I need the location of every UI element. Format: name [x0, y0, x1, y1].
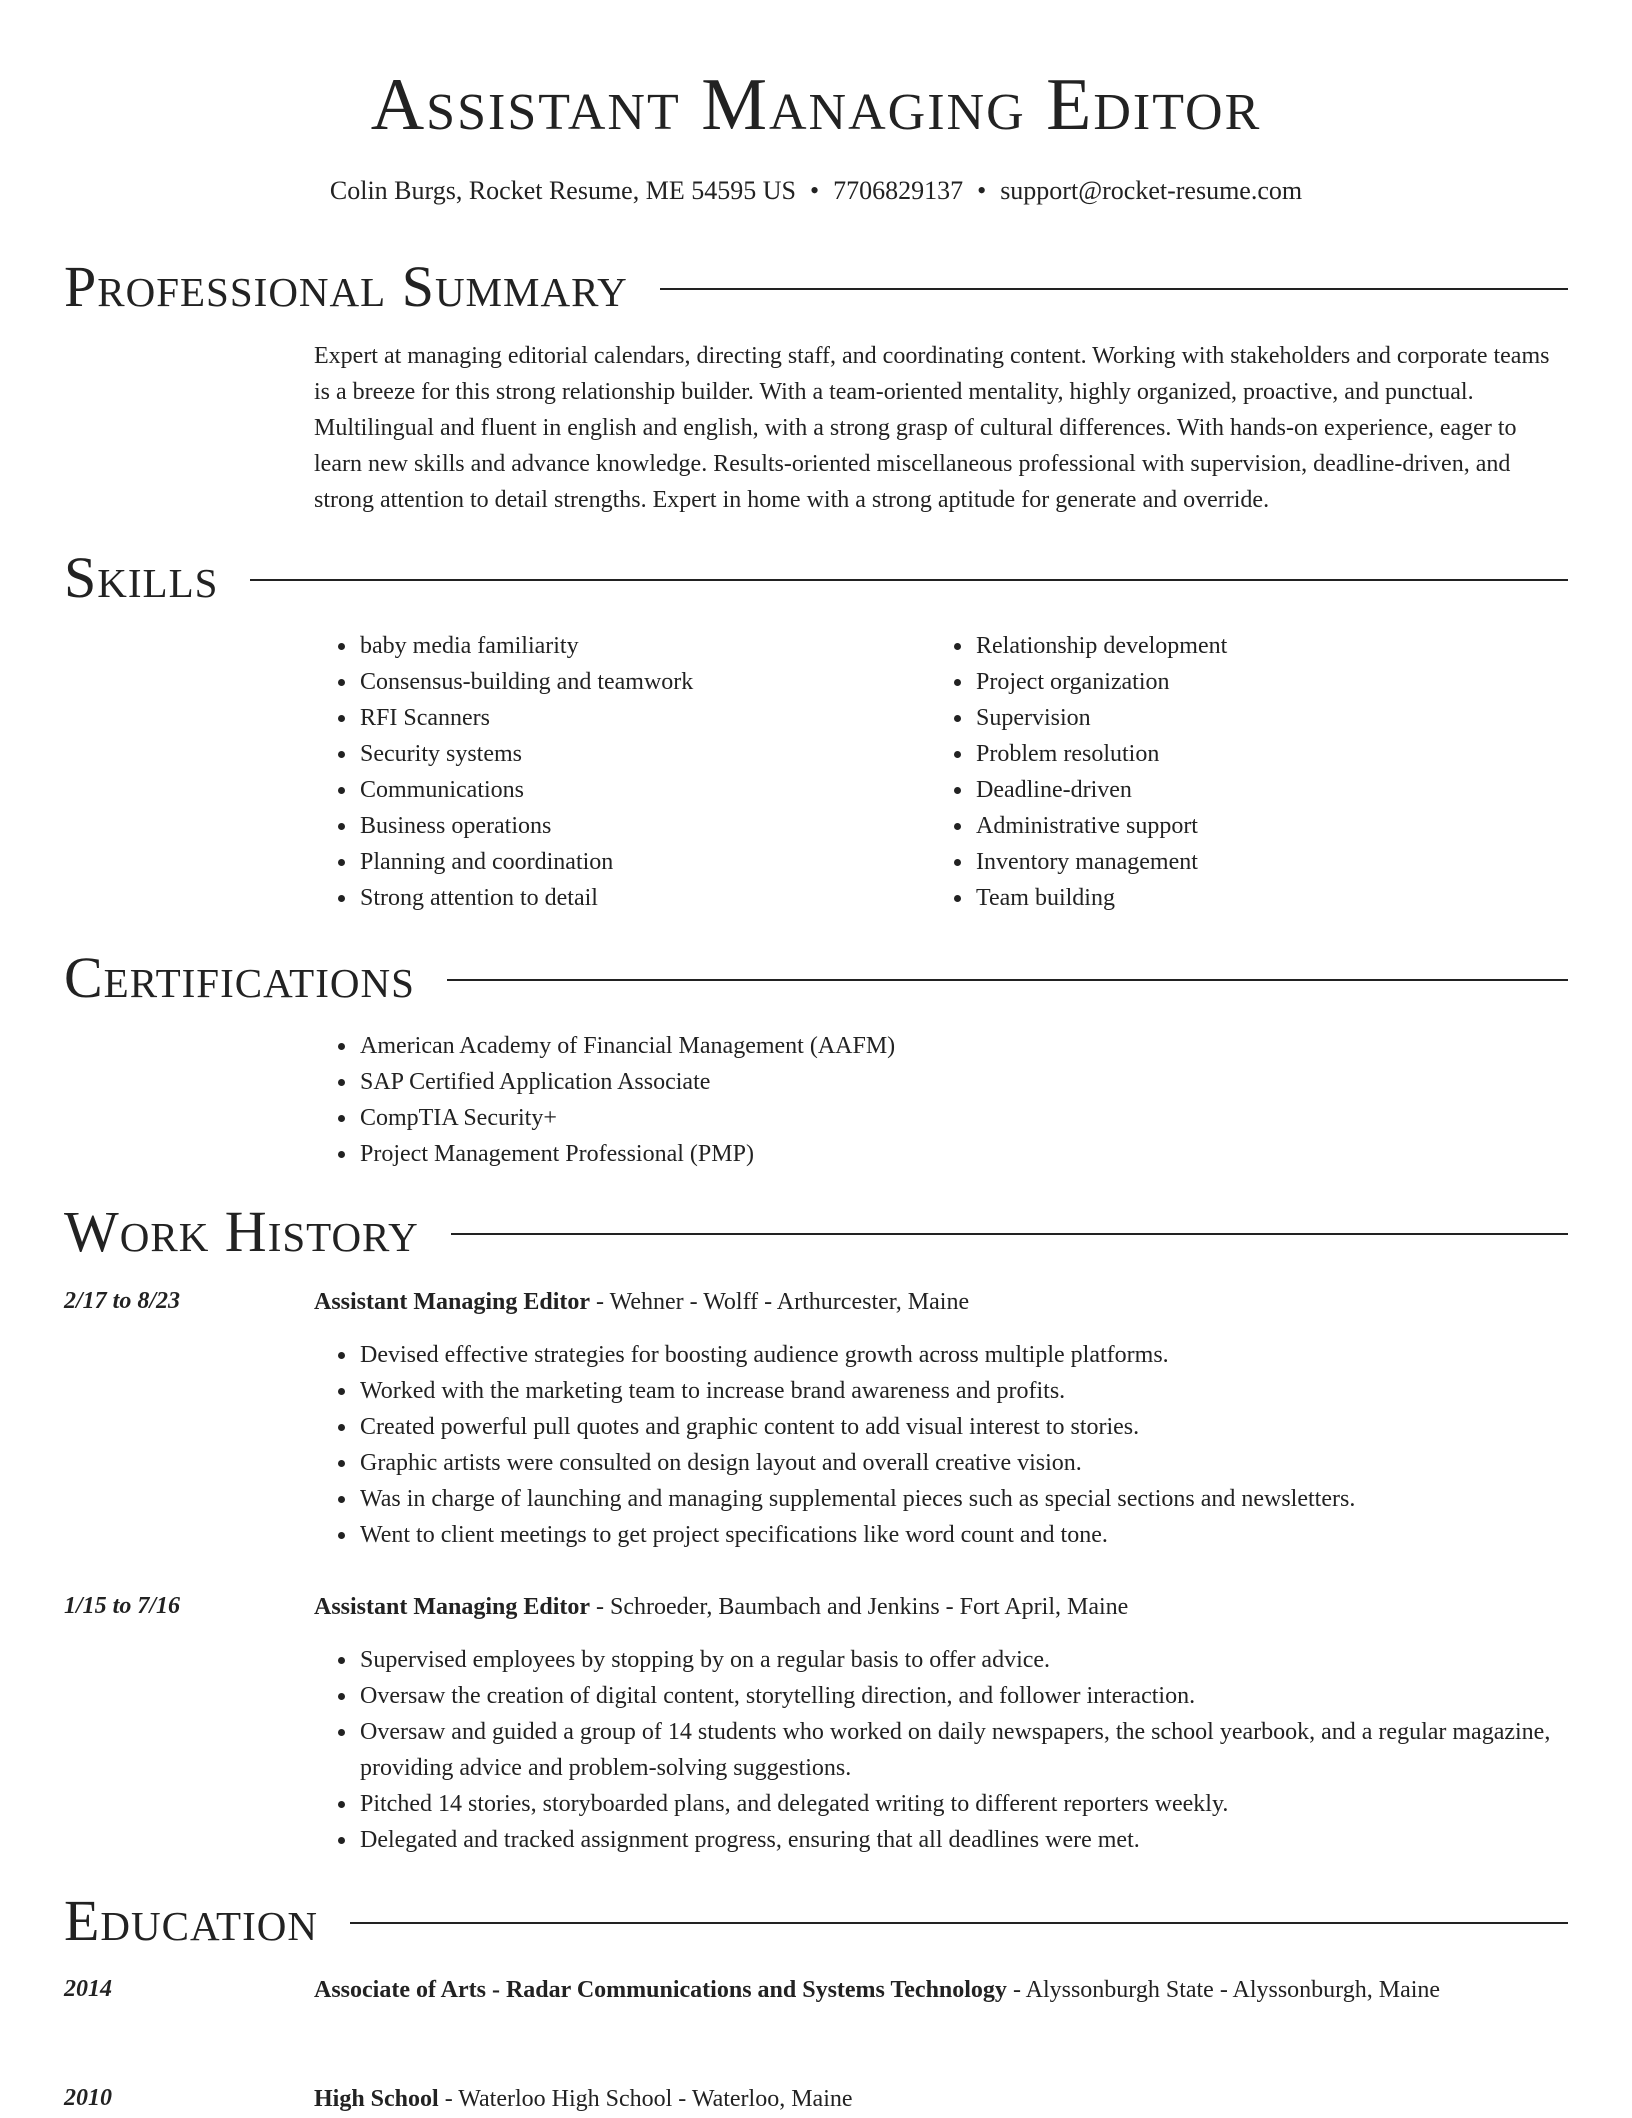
education-year: 2010	[64, 2085, 112, 2111]
list-item: • Oversaw and guided a group of 14 students who worked on daily newspapers, the school yearbook, and a regular magazine, providing advice and problem-solving suggestions.	[358, 1714, 1558, 1786]
resume-title: Assistant Managing Editor	[370, 64, 1262, 146]
list-item: • Was in charge of launching and managing supplemental pieces such as special sections and newsletters.	[358, 1481, 1608, 1517]
education-details: - Alyssonburgh State - Alyssonburgh, Maine	[1006, 1977, 1441, 2003]
list-item: • Consensus-building and teamwork	[358, 664, 918, 700]
skills-list-right	[930, 628, 1574, 916]
list-item: • baby media familiarity	[358, 628, 918, 664]
contact-address: Colin Burgs, Rocket Resume, ME 54595 US	[329, 176, 796, 205]
section-title: Professional Summary	[64, 254, 628, 319]
section-divider	[451, 1233, 1568, 1235]
section-divider	[250, 579, 1568, 581]
section-title: Education	[64, 1888, 318, 1953]
skills-list-left	[314, 628, 918, 916]
list-item: • Graphic artists were consulted on design layout and overall creative vision.	[358, 1445, 1608, 1481]
summary-text: Expert at managing editorial calendars, directing staff, and coordinating content. Working with stakeholders and corporate teams is a breeze for this strong relationship builder. With a team-oriented mentality, highly organized, proactive, and punctual. Multilingual and fluent in english and english, with a strong grasp of cultural differences. With hands-on experience, eager to learn new skills and advance knowledge. Results-oriented miscellaneous professional with supervision, deadline-driven, and strong attention to detail strengths. Expert in home with a strong aptitude for generate and override.	[314, 343, 1550, 513]
section-divider	[350, 1922, 1568, 1924]
list-item: • Business operations	[358, 808, 918, 844]
job-dates: 1/15 to 7/16	[64, 1593, 181, 1619]
section-heading-skills	[64, 545, 1568, 611]
education-year: 2014	[64, 1976, 112, 2002]
list-item: • Delegated and tracked assignment progress, ensuring that all deadlines were met.	[358, 1822, 1558, 1858]
list-item: • American Academy of Financial Management (AAFM)	[358, 1028, 1558, 1064]
section-divider	[660, 288, 1568, 290]
list-item: • SAP Certified Application Associate	[358, 1064, 1558, 1100]
list-item: • CompTIA Security+	[358, 1100, 1558, 1136]
list-item: • Inventory management	[974, 844, 1574, 880]
job-title: Assistant Managing Editor	[314, 1594, 591, 1620]
list-item: • RFI Scanners	[358, 700, 918, 736]
contact-line	[0, 174, 1632, 208]
section-heading-education	[64, 1888, 1568, 1954]
list-item: • Created powerful pull quotes and graphic content to add visual interest to stories.	[358, 1409, 1608, 1445]
list-item: • Oversaw the creation of digital content, storytelling direction, and follower interaction.	[358, 1678, 1558, 1714]
job-details: - Schroeder, Baumbach and Jenkins - Fort April, Maine	[590, 1594, 1129, 1620]
list-item: • Administrative support	[974, 808, 1574, 844]
list-item: • Team building	[974, 880, 1574, 916]
contact-email[interactable]: support@rocket-resume.com	[1000, 176, 1303, 205]
education-details: - Waterloo High School - Waterloo, Maine	[438, 2086, 853, 2112]
section-title: Work History	[64, 1199, 419, 1264]
list-item: • Deadline-driven	[974, 772, 1574, 808]
job-dates: 2/17 to 8/23	[64, 1288, 181, 1314]
list-item: • Went to client meetings to get project specifications like word count and tone.	[358, 1517, 1608, 1553]
contact-phone[interactable]: 7706829137	[833, 176, 964, 205]
list-item: • Project Management Professional (PMP)	[358, 1136, 1558, 1172]
education-entry	[314, 2080, 1568, 2118]
section-heading-work-history	[64, 1199, 1568, 1265]
list-item: • Planning and coordination	[358, 844, 918, 880]
list-item: • Security systems	[358, 736, 918, 772]
list-item: • Relationship development	[974, 628, 1574, 664]
section-title: Certifications	[64, 945, 415, 1010]
section-divider	[447, 979, 1568, 981]
list-item: • Pitched 14 stories, storyboarded plans, and delegated writing to different reporters weekly.	[358, 1786, 1558, 1822]
list-item: • Worked with the marketing team to increase brand awareness and profits.	[358, 1373, 1608, 1409]
list-item: • Problem resolution	[974, 736, 1574, 772]
job-header	[314, 1283, 1568, 1321]
education-degree: Associate of Arts - Radar Communications and Systems Technology	[314, 1977, 1007, 2003]
job-bullets	[314, 1337, 1608, 1553]
list-item: • Devised effective strategies for boosting audience growth across multiple platforms.	[358, 1337, 1608, 1373]
list-item: • Supervised employees by stopping by on a regular basis to offer advice.	[358, 1642, 1558, 1678]
certifications-list	[314, 1028, 1558, 1172]
list-item: • Communications	[358, 772, 918, 808]
education-degree: High School	[314, 2086, 439, 2112]
list-item: • Strong attention to detail	[358, 880, 918, 916]
contact-separator: •	[809, 176, 820, 205]
education-entry	[314, 1971, 1568, 2009]
job-bullets	[314, 1642, 1558, 1858]
job-details: - Wehner - Wolff - Arthurcester, Maine	[590, 1289, 970, 1315]
list-item: • Project organization	[974, 664, 1574, 700]
job-title: Assistant Managing Editor	[314, 1289, 591, 1315]
section-title: Skills	[64, 545, 219, 610]
job-header	[314, 1588, 1568, 1626]
section-heading-certifications	[64, 945, 1568, 1011]
list-item: • Supervision	[974, 700, 1574, 736]
contact-separator: •	[977, 176, 987, 205]
section-heading-summary	[64, 254, 1568, 320]
